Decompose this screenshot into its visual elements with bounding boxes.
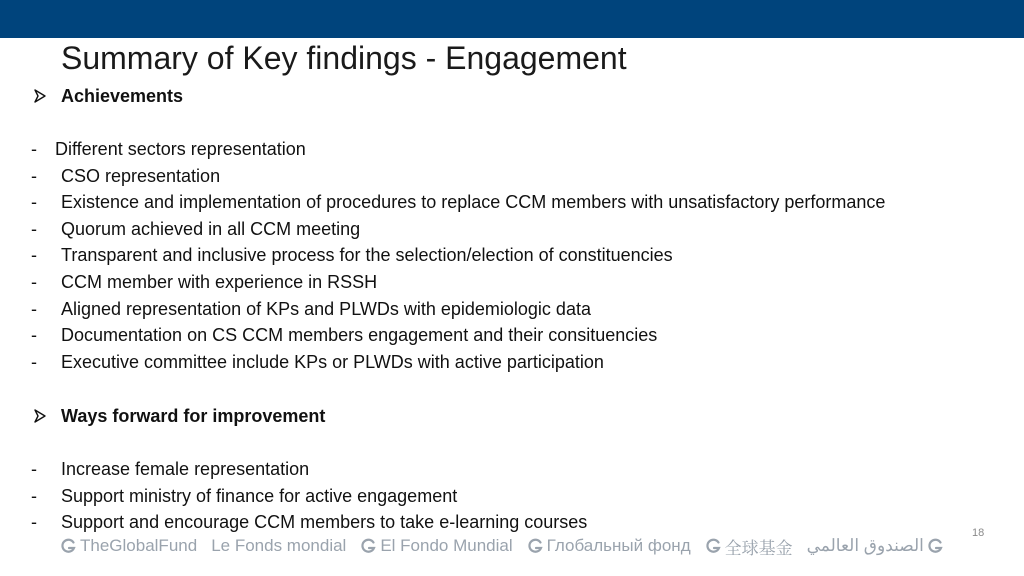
list-item: - CCM member with experience in RSSH [31,272,378,292]
logo-chinese: 全球基金 [705,534,793,559]
list-item: - CSO representation [31,166,221,186]
list-item: - Different sectors representation [31,139,306,159]
top-banner [0,0,1024,38]
list-item: - Increase female representation [31,459,310,479]
list-item: - Existence and implementation of procedures to replace CCM members with unsatisfactory performance [31,192,886,212]
logo-french: Le Fonds mondial [211,536,347,555]
logo-russian: Глобальный фонд [527,536,691,556]
page-title: Summary of Key findings - Engagement [61,40,627,76]
list-item: - Executive committee include KPs or PLWDs with active participation [31,352,604,372]
global-fund-g-icon [927,538,944,555]
page-number: 18 [972,527,985,539]
logo-arabic: الصندوق العالمي [807,536,944,556]
improvements-heading [33,404,325,428]
global-fund-logo-strip [60,533,944,559]
global-fund-g-icon [705,538,722,555]
list-item: - Support and encourage CCM members to take e-learning courses [31,512,588,532]
global-fund-g-icon [360,538,377,555]
global-fund-g-icon [60,538,77,555]
list-item: - Documentation on CS CCM members engagement and their consituencies [31,325,658,345]
list-item: - Support ministry of finance for active engagement [31,486,458,506]
global-fund-g-icon [527,538,544,555]
improvements-heading-label: Ways forward for improvement [61,405,326,426]
logo-english: TheGlobalFund [60,536,197,556]
logo-spanish: El Fondo Mundial [360,536,512,556]
arrow-bullet-icon [33,409,47,423]
list-item: - Quorum achieved in all CCM meeting [31,219,361,239]
achievements-heading [33,84,183,108]
arrow-bullet-icon [33,89,47,103]
list-item: - Transparent and inclusive process for the selection/election of constituencies [31,245,673,265]
achievements-heading-label: Achievements [61,85,184,106]
list-item: - Aligned representation of KPs and PLWDs with epidemiologic data [31,299,591,319]
